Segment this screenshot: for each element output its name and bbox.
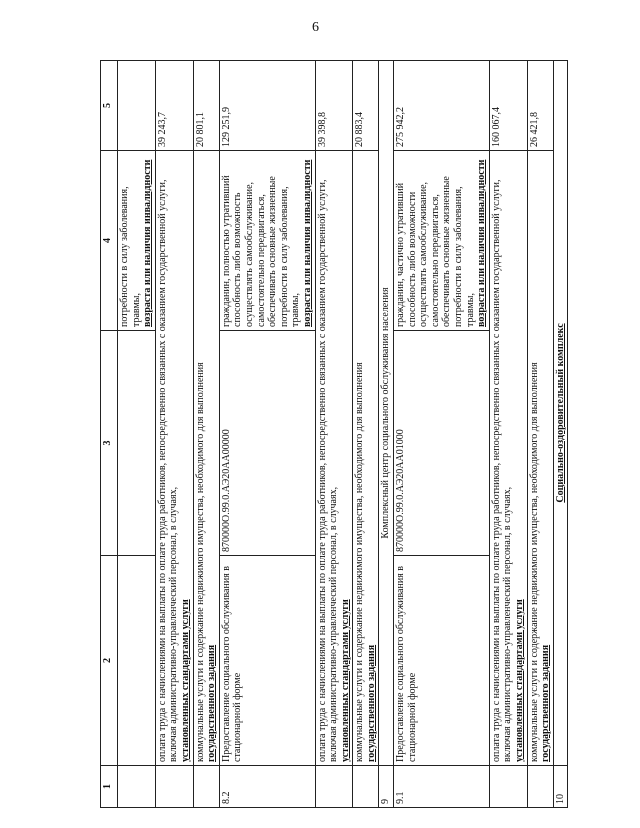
service-code: 870000О.99.0.АЭ20АА01000: [394, 331, 490, 556]
row-value: 275 942,2: [394, 61, 490, 151]
service-code: 870000О.99.0.АЭ20АА00000: [219, 331, 315, 556]
service-desc: гражданин, полностью утративший способность либо возможность осуществлять самообслуживание, самостоятельно передвигаться, обеспечивать основные жизненные потребности в силу заболевания, травмы, возраста или наличия инвалидности: [219, 151, 315, 331]
row-number: 9.1: [394, 766, 490, 808]
row-text: оплата труда с начислениями на выплаты по оплате труда работников, непосредственно связанных с оказанием государственной услуги, включая административно-управленческий персонал, в случаях, установленных стандартами услуги: [489, 151, 527, 766]
table-row: [489, 61, 527, 808]
section-row: [379, 61, 394, 808]
table-row: [193, 61, 219, 808]
row-value: 26 421,8: [527, 61, 553, 151]
row-number: 8.2: [219, 766, 315, 808]
row-text: оплата труда с начислениями на выплаты по оплате труда работников, непосредственно связанных с оказанием государственной услуги, включая административно-управленческий персонал, в случаях, установленных стандартами услуги: [155, 151, 193, 766]
row-text: коммунальные услуги и содержание недвижимого имущества, необходимого для выполнения государственного задания: [527, 151, 553, 766]
header-cell: 1: [101, 766, 118, 808]
row-text: потребности в силу заболевания, травмы, возраста или наличия инвалидности: [118, 151, 156, 331]
header-cell: 3: [101, 331, 118, 556]
row-value: 39 398,8: [315, 61, 353, 151]
section-title: Комплексный центр социального обслуживания населения: [379, 61, 394, 766]
row-value: 20 883,4: [353, 61, 379, 151]
header-cell: 4: [101, 151, 118, 331]
section-title: Социально-оздоровительный комплекс: [553, 61, 568, 766]
section-row: [553, 61, 568, 808]
budget-table: [100, 60, 568, 808]
row-value: 39 243,7: [155, 61, 193, 151]
service-name: Предоставление социального обслуживания в стационарной форме: [394, 556, 490, 766]
row-value: 160 067,4: [489, 61, 527, 151]
table-row: [353, 61, 379, 808]
row-value: 129 251,9: [219, 61, 315, 151]
header-cell: 2: [101, 556, 118, 766]
table-row: [315, 61, 353, 808]
page-number: 6: [312, 20, 319, 35]
row-number: 9: [379, 766, 394, 808]
table-row: [155, 61, 193, 808]
table-row: [527, 61, 553, 808]
table-row: [219, 61, 315, 808]
row-text: оплата труда с начислениями на выплаты по оплате труда работников, непосредственно связанных с оказанием государственной услуги, включая административно-управленческий персонал, в случаях, установленных стандартами услуги: [315, 151, 353, 766]
row-number: 10: [553, 766, 568, 808]
service-desc: гражданин, частично утративший способность либо возможности осуществлять самообслуживание, самостоятельно передвигаться, обеспечивать основные жизненные потребности в силу заболевания, травмы, возраста или наличия инвалидности: [394, 151, 490, 331]
header-cell: 5: [101, 61, 118, 151]
rotated-table-wrapper: [100, 60, 566, 808]
table-row: [118, 61, 156, 808]
row-text: коммунальные услуги и содержание недвижимого имущества, необходимого для выполнения государственного задания: [193, 151, 219, 766]
row-value: 20 801,1: [193, 61, 219, 151]
service-name: Предоставление социального обслуживания в стационарной форме: [219, 556, 315, 766]
row-text: коммунальные услуги и содержание недвижимого имущества, необходимого для выполнения государственного задания: [353, 151, 379, 766]
table-row: [394, 61, 490, 808]
table-header-row: [101, 61, 118, 808]
